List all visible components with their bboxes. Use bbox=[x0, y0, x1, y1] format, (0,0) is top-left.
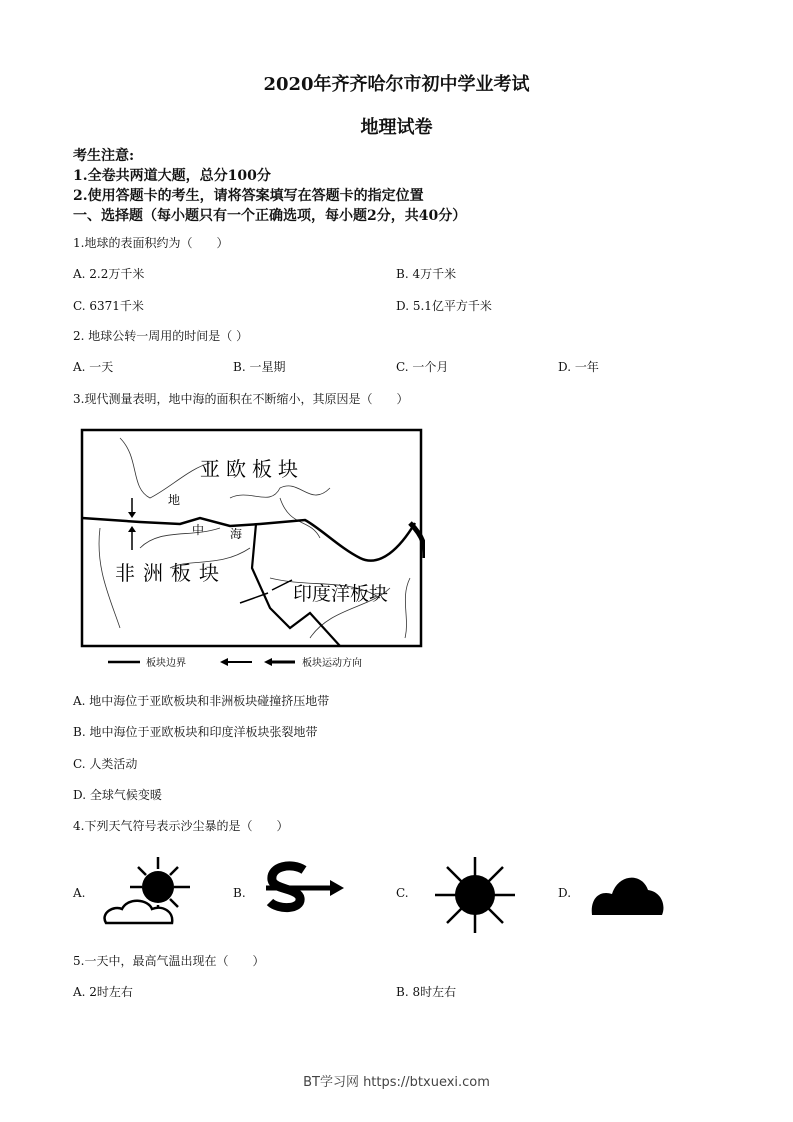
label-eurasian-plate: 亚欧板块 bbox=[200, 457, 304, 481]
section-heading: 一、选择题（每小题只有一个正确选项，每小题2分，共40分） bbox=[73, 208, 467, 224]
plate-map bbox=[80, 428, 425, 678]
q4-option-d: D. bbox=[558, 886, 572, 900]
q4-option-b: B. bbox=[233, 886, 246, 900]
q2-option-c: C. 一个月 bbox=[396, 360, 449, 374]
q4-option-c: C. bbox=[396, 886, 409, 900]
q4-option-a: A. bbox=[73, 886, 86, 900]
q2-stem: 2. 地球公转一周用的时间是（ ） bbox=[73, 329, 249, 343]
label-sea-2: 中 bbox=[192, 523, 205, 537]
legend-boundary-label: 板块边界 bbox=[146, 658, 186, 669]
q2-option-d: D. 一年 bbox=[558, 360, 599, 374]
q2-option-b: B. 一星期 bbox=[233, 360, 286, 374]
q3-option-b: B. 地中海位于亚欧板块和印度洋板块张裂地带 bbox=[73, 725, 318, 739]
exam-title: 2020年齐齐哈尔市初中学业考试 bbox=[263, 74, 530, 95]
q5-option-a: A. 2时左右 bbox=[73, 985, 133, 999]
label-sea-3: 海 bbox=[230, 527, 243, 541]
cloud-icon bbox=[590, 868, 665, 918]
label-african-plate: 非洲板块 bbox=[115, 561, 227, 585]
q5-stem: 5.一天中，最高气温出现在（ ） bbox=[73, 954, 265, 968]
footer-watermark: BT学习网 https://btxuexi.com bbox=[303, 1075, 490, 1090]
sun-icon bbox=[425, 855, 525, 935]
note-1: 1.全卷共两道大题，总分100分 bbox=[73, 168, 271, 184]
exam-subtitle: 地理试卷 bbox=[360, 117, 433, 138]
q4-stem: 4.下列天气符号表示沙尘暴的是（ ） bbox=[73, 819, 289, 833]
q1-stem: 1.地球的表面积约为（ ） bbox=[73, 236, 229, 250]
q3-option-d: D. 全球气候变暖 bbox=[73, 788, 162, 802]
q3-stem: 3.现代测量表明，地中海的面积在不断缩小，其原因是（ ） bbox=[73, 392, 409, 406]
label-sea-1: 地 bbox=[168, 493, 181, 507]
q1-option-d: D. 5.1亿平方千米 bbox=[396, 299, 492, 313]
q1-option-c: C. 6371千米 bbox=[73, 299, 144, 313]
q3-option-c: C. 人类活动 bbox=[73, 757, 138, 771]
q1-option-a: A. 2.2万千米 bbox=[73, 267, 145, 281]
q5-option-b: B. 8时左右 bbox=[396, 985, 457, 999]
sandstorm-icon bbox=[262, 860, 347, 920]
q1-option-b: B. 4万千米 bbox=[396, 267, 457, 281]
label-indian-plate: 印度洋板块 bbox=[293, 583, 389, 605]
legend-direction-label: 板块运动方向 bbox=[302, 658, 362, 669]
q2-option-a: A. 一天 bbox=[73, 360, 114, 374]
note-2: 2.使用答题卡的考生，请将答案填写在答题卡的指定位置 bbox=[73, 188, 424, 204]
notes-heading: 考生注意: bbox=[73, 148, 135, 164]
sun-cloud-icon bbox=[100, 855, 200, 930]
q3-option-a: A. 地中海位于亚欧板块和非洲板块碰撞挤压地带 bbox=[73, 694, 330, 708]
